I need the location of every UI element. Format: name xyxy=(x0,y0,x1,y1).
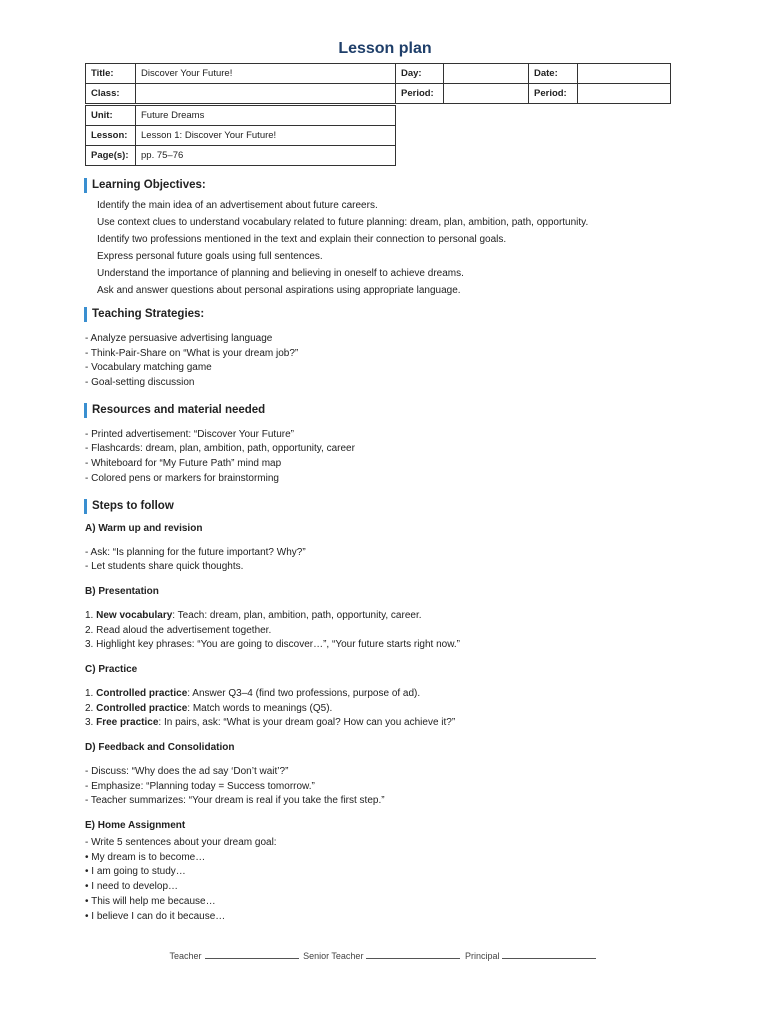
unit-label: Unit: xyxy=(86,106,136,126)
presentation-item: 3. Highlight key phrases: “You are going to discover…”, “Your future starts right now.” xyxy=(85,639,461,651)
resource-item: - Whiteboard for “My Future Path” mind map xyxy=(85,458,282,470)
principal-signature-line xyxy=(502,950,596,959)
objective-item: Express personal future goals using full sentences. xyxy=(97,251,323,262)
warmup-heading: A) Warm up and revision xyxy=(85,522,203,534)
resources-list xyxy=(85,428,685,487)
strategy-item: - Analyze persuasive advertising language xyxy=(85,333,273,344)
period-label: Period: xyxy=(396,84,444,104)
home-item: • I am going to study… xyxy=(85,866,186,878)
objective-item: Use context clues to understand vocabulary related to future planning: dream, plan, ambition, path, opportunity. xyxy=(97,217,589,228)
home-item: - Write 5 sentences about your dream goal: xyxy=(85,837,277,849)
info-row-unit xyxy=(86,106,396,126)
strategy-item: - Goal-setting discussion xyxy=(85,377,195,389)
lesson-value: Lesson 1: Discover Your Future! xyxy=(136,126,396,146)
objective-item: Understand the importance of planning and believing in oneself to achieve dreams. xyxy=(97,268,464,279)
home-list xyxy=(85,836,685,924)
feedback-item: - Discuss: “Why does the ad say ‘Don’t wait’?” xyxy=(85,766,289,777)
class-label: Class: xyxy=(86,84,136,104)
info-row-lesson xyxy=(86,126,396,146)
info-row-class xyxy=(86,84,671,104)
feedback-list xyxy=(85,765,685,809)
warmup-list xyxy=(85,546,685,575)
senior-teacher-label: Senior Teacher xyxy=(303,951,364,961)
senior-signature-line xyxy=(366,950,460,959)
strategies-list xyxy=(85,332,685,391)
practice-item: 3. Free practice: In pairs, ask: “What is your dream goal? How can you achieve it?” xyxy=(85,717,456,729)
presentation-heading: B) Presentation xyxy=(85,585,159,597)
feedback-item: - Teacher summarizes: “Your dream is real if you take the first step.” xyxy=(85,795,385,807)
teacher-label: Teacher xyxy=(169,951,202,961)
lesson-plan-page xyxy=(85,38,685,924)
info-table-wrap xyxy=(85,63,685,166)
pages-label: Page(s): xyxy=(86,146,136,166)
class-value xyxy=(136,84,396,104)
objective-item: Identify the main idea of an advertisement about future careers. xyxy=(97,200,378,211)
practice-item: 1. Controlled practice: Answer Q3–4 (find two professions, purpose of ad). xyxy=(85,687,421,699)
resources-section xyxy=(85,403,685,487)
home-item: • My dream is to become… xyxy=(85,851,206,863)
info-row-pages xyxy=(86,146,396,166)
pages-value: pp. 75–76 xyxy=(136,146,396,166)
signature-footer xyxy=(0,950,768,961)
feedback-heading: D) Feedback and Consolidation xyxy=(85,742,235,753)
day-value xyxy=(444,64,529,84)
strategies-section xyxy=(85,307,685,391)
objectives-heading: Learning Objectives: xyxy=(84,178,684,193)
objective-item: Ask and answer questions about personal aspirations using appropriate language. xyxy=(97,285,461,296)
presentation-list xyxy=(85,609,685,653)
teacher-signature-line xyxy=(205,950,299,959)
warmup-item: - Let students share quick thoughts. xyxy=(85,561,244,573)
strategy-item: - Think-Pair-Share on “What is your dream job?” xyxy=(85,347,299,359)
practice-heading: C) Practice xyxy=(85,663,138,675)
resource-item: - Flashcards: dream, plan, ambition, path, opportunity, career xyxy=(85,443,355,455)
info-table-left xyxy=(85,105,396,166)
presentation-item: 1. New vocabulary: Teach: dream, plan, ambition, path, opportunity, career. xyxy=(85,609,422,621)
period2-label: Period: xyxy=(529,84,578,104)
objective-item: Identify two professions mentioned in the text and explain their connection to personal goals. xyxy=(97,234,507,245)
info-row-title xyxy=(86,64,671,84)
steps-heading: Steps to follow xyxy=(84,499,684,514)
unit-value: Future Dreams xyxy=(136,106,396,126)
period2-value xyxy=(578,84,671,104)
presentation-item: 2. Read aloud the advertisement together. xyxy=(85,624,272,636)
warmup-item: - Ask: “Is planning for the future important? Why?” xyxy=(85,546,306,558)
resource-item: - Printed advertisement: “Discover Your Future” xyxy=(85,428,294,440)
home-item: • I need to develop… xyxy=(85,881,179,893)
info-table xyxy=(85,63,671,104)
objectives-list xyxy=(97,197,685,299)
strategy-item: - Vocabulary matching game xyxy=(85,362,212,374)
home-item: • This will help me because… xyxy=(85,895,216,907)
practice-item: 2. Controlled practice: Match words to meanings (Q5). xyxy=(85,702,333,714)
home-heading: E) Home Assignment xyxy=(85,820,186,832)
resources-heading: Resources and material needed xyxy=(84,403,684,418)
title-value: Discover Your Future! xyxy=(136,64,396,84)
practice-list xyxy=(85,687,685,731)
day-label: Day: xyxy=(396,64,444,84)
resource-item: - Colored pens or markers for brainstorming xyxy=(85,472,279,484)
lesson-label: Lesson: xyxy=(86,126,136,146)
principal-label: Principal xyxy=(464,951,500,961)
period-value xyxy=(444,84,529,104)
objectives-section xyxy=(85,178,685,299)
title-label: Title: xyxy=(86,64,136,84)
date-label: Date: xyxy=(529,64,578,84)
steps-section xyxy=(85,499,685,925)
feedback-item: - Emphasize: “Planning today = Success tomorrow.” xyxy=(85,780,315,792)
strategies-heading: Teaching Strategies: xyxy=(84,307,684,322)
date-value xyxy=(578,64,671,84)
home-item: • I believe I can do it because… xyxy=(85,910,226,922)
page-title: Lesson plan xyxy=(338,40,432,57)
